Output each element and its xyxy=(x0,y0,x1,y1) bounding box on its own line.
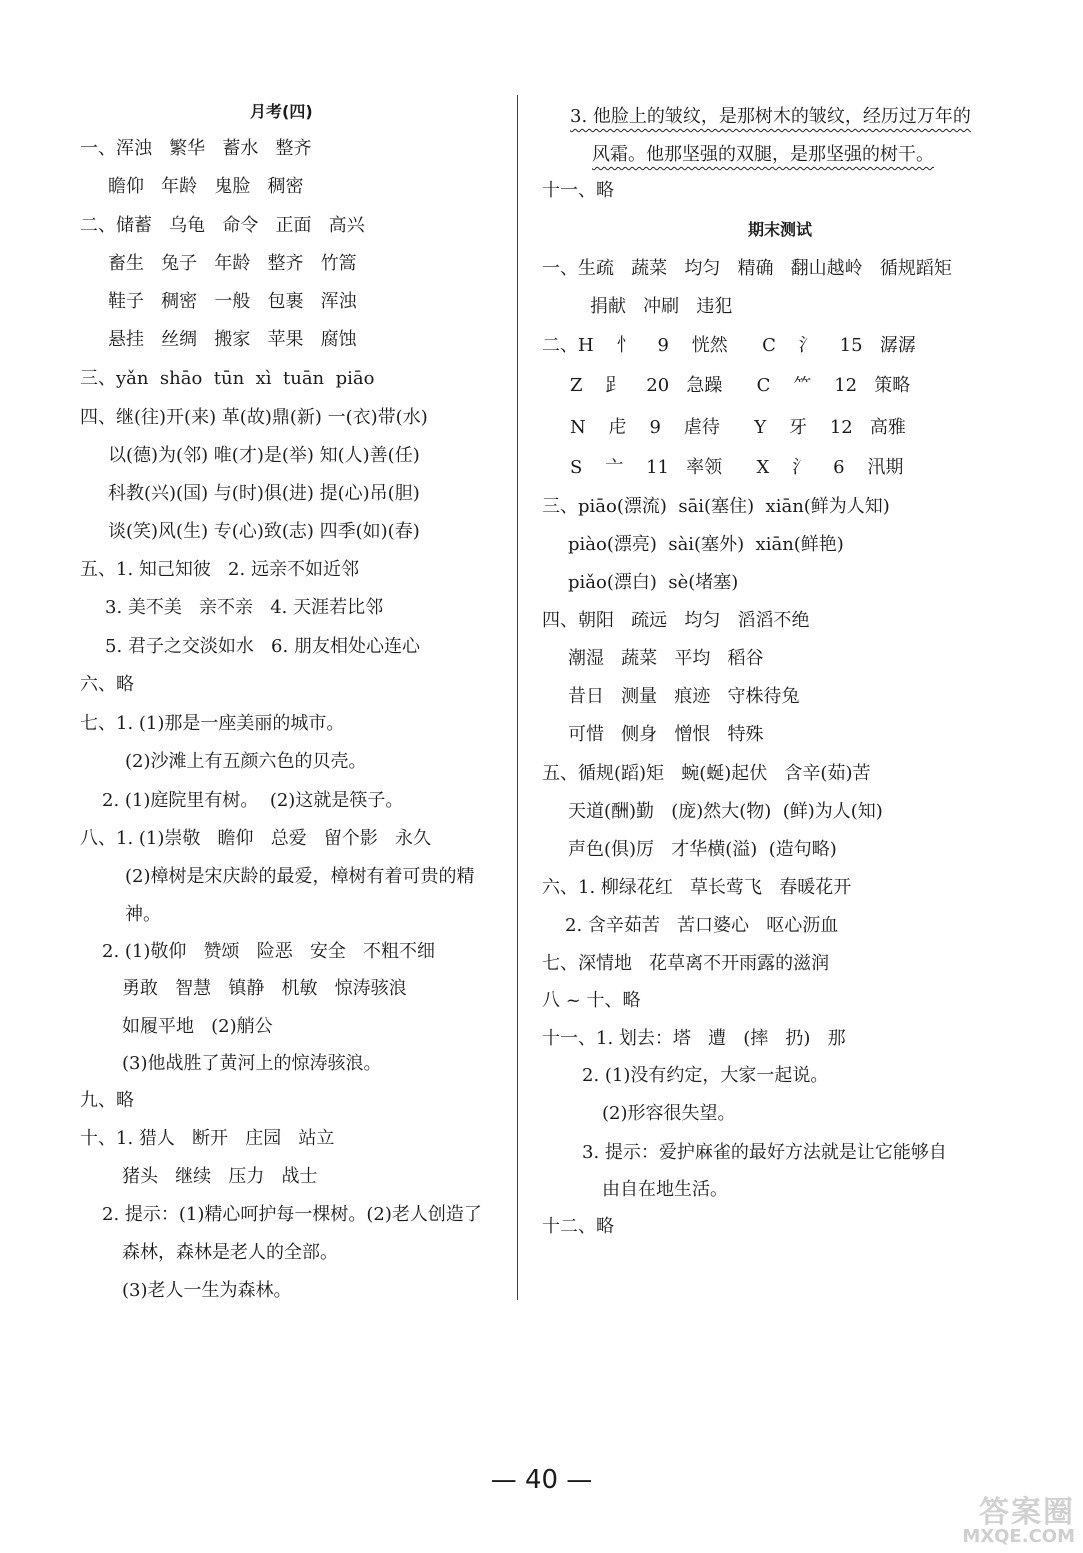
watermark-site: MXQE.COM xyxy=(962,1526,1075,1547)
answer-line: 九、略 xyxy=(80,1090,134,1111)
answer-line: 昔日 测量 痕迹 守株待兔 xyxy=(568,686,800,707)
answer-line: 五、1. 知己知彼 2. 远亲不如近邻 xyxy=(80,559,359,580)
answer-line: 捐献 冲刷 违犯 xyxy=(590,296,733,317)
answer-line: Z 𧾷 20 急躁 C ⺮ 12 策略 xyxy=(570,375,911,396)
answer-line: 悬挂 丝绸 搬家 苹果 腐蚀 xyxy=(108,329,357,350)
answer-line: (2)樟树是宋庆龄的最爱，樟树有着可贵的精 xyxy=(125,866,475,887)
answer-line: 四、朝阳 疏远 均匀 滔滔不绝 xyxy=(542,610,810,631)
section-title-monthly-exam-4: 月考(四) xyxy=(250,102,313,121)
answer-line: 畜生 兔子 年龄 整齐 竹篙 xyxy=(108,253,357,274)
answer-line: 三、piāo(漂流) sāi(塞住) xiān(鲜为人知) xyxy=(542,496,890,517)
answer-line-underlined: 风霜。他那坚强的双腿，是那坚强的树干。 xyxy=(592,144,934,165)
watermark-mark: 答案圈 xyxy=(979,1495,1075,1530)
answer-line: 如履平地 (2)艄公 xyxy=(122,1016,273,1037)
watermark xyxy=(925,1487,1075,1547)
answer-line: 七、深情地 花草离不开雨露的滋润 xyxy=(542,953,830,974)
section-title-final-exam: 期末测试 xyxy=(748,220,813,239)
answer-line: (2)沙滩上有五颜六色的贝壳。 xyxy=(125,751,367,772)
answer-line: N 虍 9 虐待 Y 牙 12 高雅 xyxy=(570,417,906,438)
answer-line: 鞋子 稠密 一般 包裹 浑浊 xyxy=(108,291,357,312)
answer-line: 十、1. 猎人 断开 庄园 站立 xyxy=(80,1128,335,1149)
answer-line: 七、1. (1)那是一座美丽的城市。 xyxy=(80,713,345,734)
answer-line: 瞻仰 年龄 鬼脸 稠密 xyxy=(108,176,304,197)
answer-line: 由自在地生活。 xyxy=(602,1179,728,1200)
answer-line: 八、1. (1)崇敬 瞻仰 总爱 留个影 永久 xyxy=(80,828,432,849)
answer-line: 十二、略 xyxy=(542,1216,614,1237)
answer-line: 十一、略 xyxy=(542,180,614,201)
answer-line: 五、循规(蹈)矩 蜿(蜒)起伏 含辛(茹)苦 xyxy=(542,763,871,784)
answer-line: (3)老人一生为森林。 xyxy=(122,1280,292,1301)
answer-line: piǎo(漂白) sè(堵塞) xyxy=(568,572,739,593)
answer-line: 3. 美不美 亲不亲 4. 天涯若比邻 xyxy=(105,597,384,618)
answer-line: S 亠 11 率领 X 氵 6 汛期 xyxy=(570,457,904,478)
answer-line: 3. 提示：爱护麻雀的最好方法就是让它能够自 xyxy=(582,1142,947,1163)
page-number: — 40 — xyxy=(490,1465,593,1495)
answer-line: 森林，森林是老人的全部。 xyxy=(122,1242,338,1263)
answer-line-underlined: 3. 他脸上的皱纹，是那树木的皱纹，经历过万年的 xyxy=(570,106,971,127)
answer-line: 2. (1)庭院里有树。 (2)这就是筷子。 xyxy=(102,790,404,811)
answer-line: 科教(兴)(国) 与(时)俱(进) 提(心)吊(胆) xyxy=(108,483,420,504)
answer-line: 2. 含辛茹苦 苦口婆心 呕心沥血 xyxy=(565,915,839,936)
answer-line: (3)他战胜了黄河上的惊涛骇浪。 xyxy=(122,1053,382,1074)
answer-line: 六、1. 柳绿花红 草长莺飞 春暖花开 xyxy=(542,877,852,898)
answer-line: piào(漂亮) sài(塞外) xiān(鲜艳) xyxy=(568,534,844,555)
answer-line: 5. 君子之交淡如水 6. 朋友相处心连心 xyxy=(105,636,420,657)
answer-line: 二、H 忄 9 恍然 C 氵 15 潺潺 xyxy=(542,335,916,356)
answer-line: 潮湿 蔬菜 平均 稻谷 xyxy=(568,648,764,669)
answer-line: 六、略 xyxy=(80,674,134,695)
answer-line: 可惜 侧身 憎恨 特殊 xyxy=(568,724,764,745)
answer-line: 2. (1)敬仰 赞颂 险恶 安全 不粗不细 xyxy=(102,941,436,962)
answer-line: 一、浑浊 繁华 蓄水 整齐 xyxy=(80,138,312,159)
column-divider xyxy=(517,95,518,1300)
answer-line: 四、继(往)开(来) 革(故)鼎(新) 一(衣)带(水) xyxy=(80,407,428,428)
answer-line: 2. (1)没有约定，大家一起说。 xyxy=(582,1065,829,1086)
answer-line: 天道(酬)勤 (庞)然大(物) (鲜)为人(知) xyxy=(568,801,883,822)
answer-line: (2)形容很失望。 xyxy=(602,1103,736,1124)
answer-line: 声色(俱)厉 才华横(溢) (造句略) xyxy=(568,839,837,860)
answer-line: 以(德)为(邻) 唯(才)是(举) 知(人)善(任) xyxy=(108,445,420,466)
answer-line: 二、储蓄 乌龟 命令 正面 高兴 xyxy=(80,215,365,236)
answer-line: 2. 提示：(1)精心呵护每一棵树。(2)老人创造了 xyxy=(102,1204,482,1225)
answer-line: 神。 xyxy=(125,904,161,925)
answer-line: 八 ~ 十、略 xyxy=(542,990,641,1011)
answer-line: 三、yǎn shāo tūn xì tuān piāo xyxy=(80,368,375,389)
answer-line: 猪头 继续 压力 战士 xyxy=(122,1166,318,1187)
answer-line: 十一、1. 划去：塔 遭 (摔 扔) 那 xyxy=(542,1028,846,1049)
answer-line: 一、生疏 蔬菜 均匀 精确 翻山越岭 循规蹈矩 xyxy=(542,258,952,279)
answer-line: 谈(笑)风(生) 专(心)致(志) 四季(如)(春) xyxy=(108,521,420,542)
answer-line: 勇敢 智慧 镇静 机敏 惊涛骇浪 xyxy=(122,978,407,999)
